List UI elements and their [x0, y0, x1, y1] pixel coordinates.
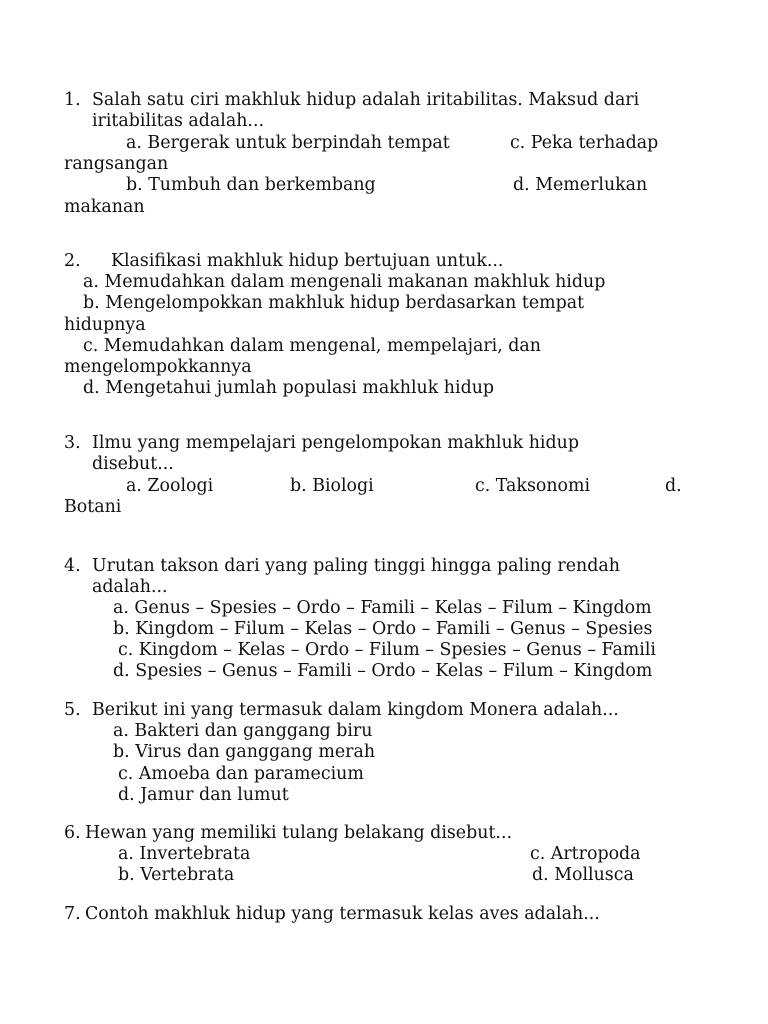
- question-number: 6.: [64, 823, 81, 843]
- option-c-continuation: mengelompokkannya: [64, 357, 252, 377]
- option-b: b. Mengelompokkan makhluk hidup berdasarkan tempat: [83, 293, 585, 313]
- question-number: 5.: [64, 700, 81, 720]
- option-c: c. Kingdom – Kelas – Ordo – Filum – Spesies – Genus – Famili: [118, 640, 656, 660]
- question-stem-line: iritabilitas adalah...: [92, 111, 265, 131]
- option-d-continuation: Botani: [64, 497, 122, 517]
- option-d-continuation: makanan: [64, 197, 145, 217]
- question-number: 7.: [64, 904, 81, 924]
- option-c: c. Artropoda: [530, 844, 641, 864]
- option-c-continuation: rangsangan: [64, 154, 169, 174]
- option-c: c. Peka terhadap: [510, 133, 659, 153]
- option-c: c. Amoeba dan paramecium: [118, 764, 364, 784]
- option-b: b. Biologi: [290, 476, 374, 496]
- option-d: d. Memerlukan: [513, 175, 648, 195]
- option-a: a. Memudahkan dalam mengenali makanan makhluk hidup: [83, 272, 606, 292]
- option-d: d. Mollusca: [532, 865, 634, 885]
- question-stem-line: disebut...: [92, 454, 174, 474]
- option-c: c. Memudahkan dalam mengenal, mempelajari, dan: [83, 336, 541, 356]
- option-b: b. Virus dan ganggang merah: [113, 742, 376, 762]
- option-a: a. Zoologi: [126, 476, 214, 496]
- question-stem-line: Berikut ini yang termasuk dalam kingdom Monera adalah...: [92, 700, 619, 720]
- option-c: c. Taksonomi: [475, 476, 591, 496]
- option-a: a. Genus – Spesies – Ordo – Famili – Kelas – Filum – Kingdom: [113, 598, 652, 618]
- option-b-continuation: hidupnya: [64, 315, 146, 335]
- question-stem-line: Urutan takson dari yang paling tinggi hingga paling rendah: [92, 556, 620, 576]
- question-number: 2.: [64, 251, 81, 271]
- option-a: a. Invertebrata: [118, 844, 251, 864]
- option-a: a. Bergerak untuk berpindah tempat: [126, 133, 450, 153]
- option-d: d. Spesies – Genus – Famili – Ordo – Kelas – Filum – Kingdom: [113, 661, 653, 681]
- option-d: d.: [665, 476, 682, 496]
- question-stem-line: Contoh makhluk hidup yang termasuk kelas aves adalah...: [85, 904, 600, 924]
- question-number: 4.: [64, 556, 81, 576]
- question-stem-line: adalah...: [92, 577, 168, 597]
- question-stem-line: Ilmu yang mempelajari pengelompokan makhluk hidup: [92, 433, 579, 453]
- option-b: b. Tumbuh dan berkembang: [126, 175, 376, 195]
- option-d: d. Mengetahui jumlah populasi makhluk hidup: [83, 378, 495, 398]
- question-stem-line: Klasifikasi makhluk hidup bertujuan untuk...: [111, 251, 504, 271]
- question-stem-line: Hewan yang memiliki tulang belakang disebut...: [85, 823, 512, 843]
- question-stem-line: Salah satu ciri makhluk hidup adalah iritabilitas. Maksud dari: [92, 90, 640, 110]
- option-b: b. Vertebrata: [118, 865, 235, 885]
- question-number: 3.: [64, 433, 81, 453]
- option-b: b. Kingdom – Filum – Kelas – Ordo – Famili – Genus – Spesies: [113, 619, 653, 639]
- question-number: 1.: [64, 90, 81, 110]
- option-d: d. Jamur dan lumut: [118, 785, 289, 805]
- option-a: a. Bakteri dan ganggang biru: [113, 721, 373, 741]
